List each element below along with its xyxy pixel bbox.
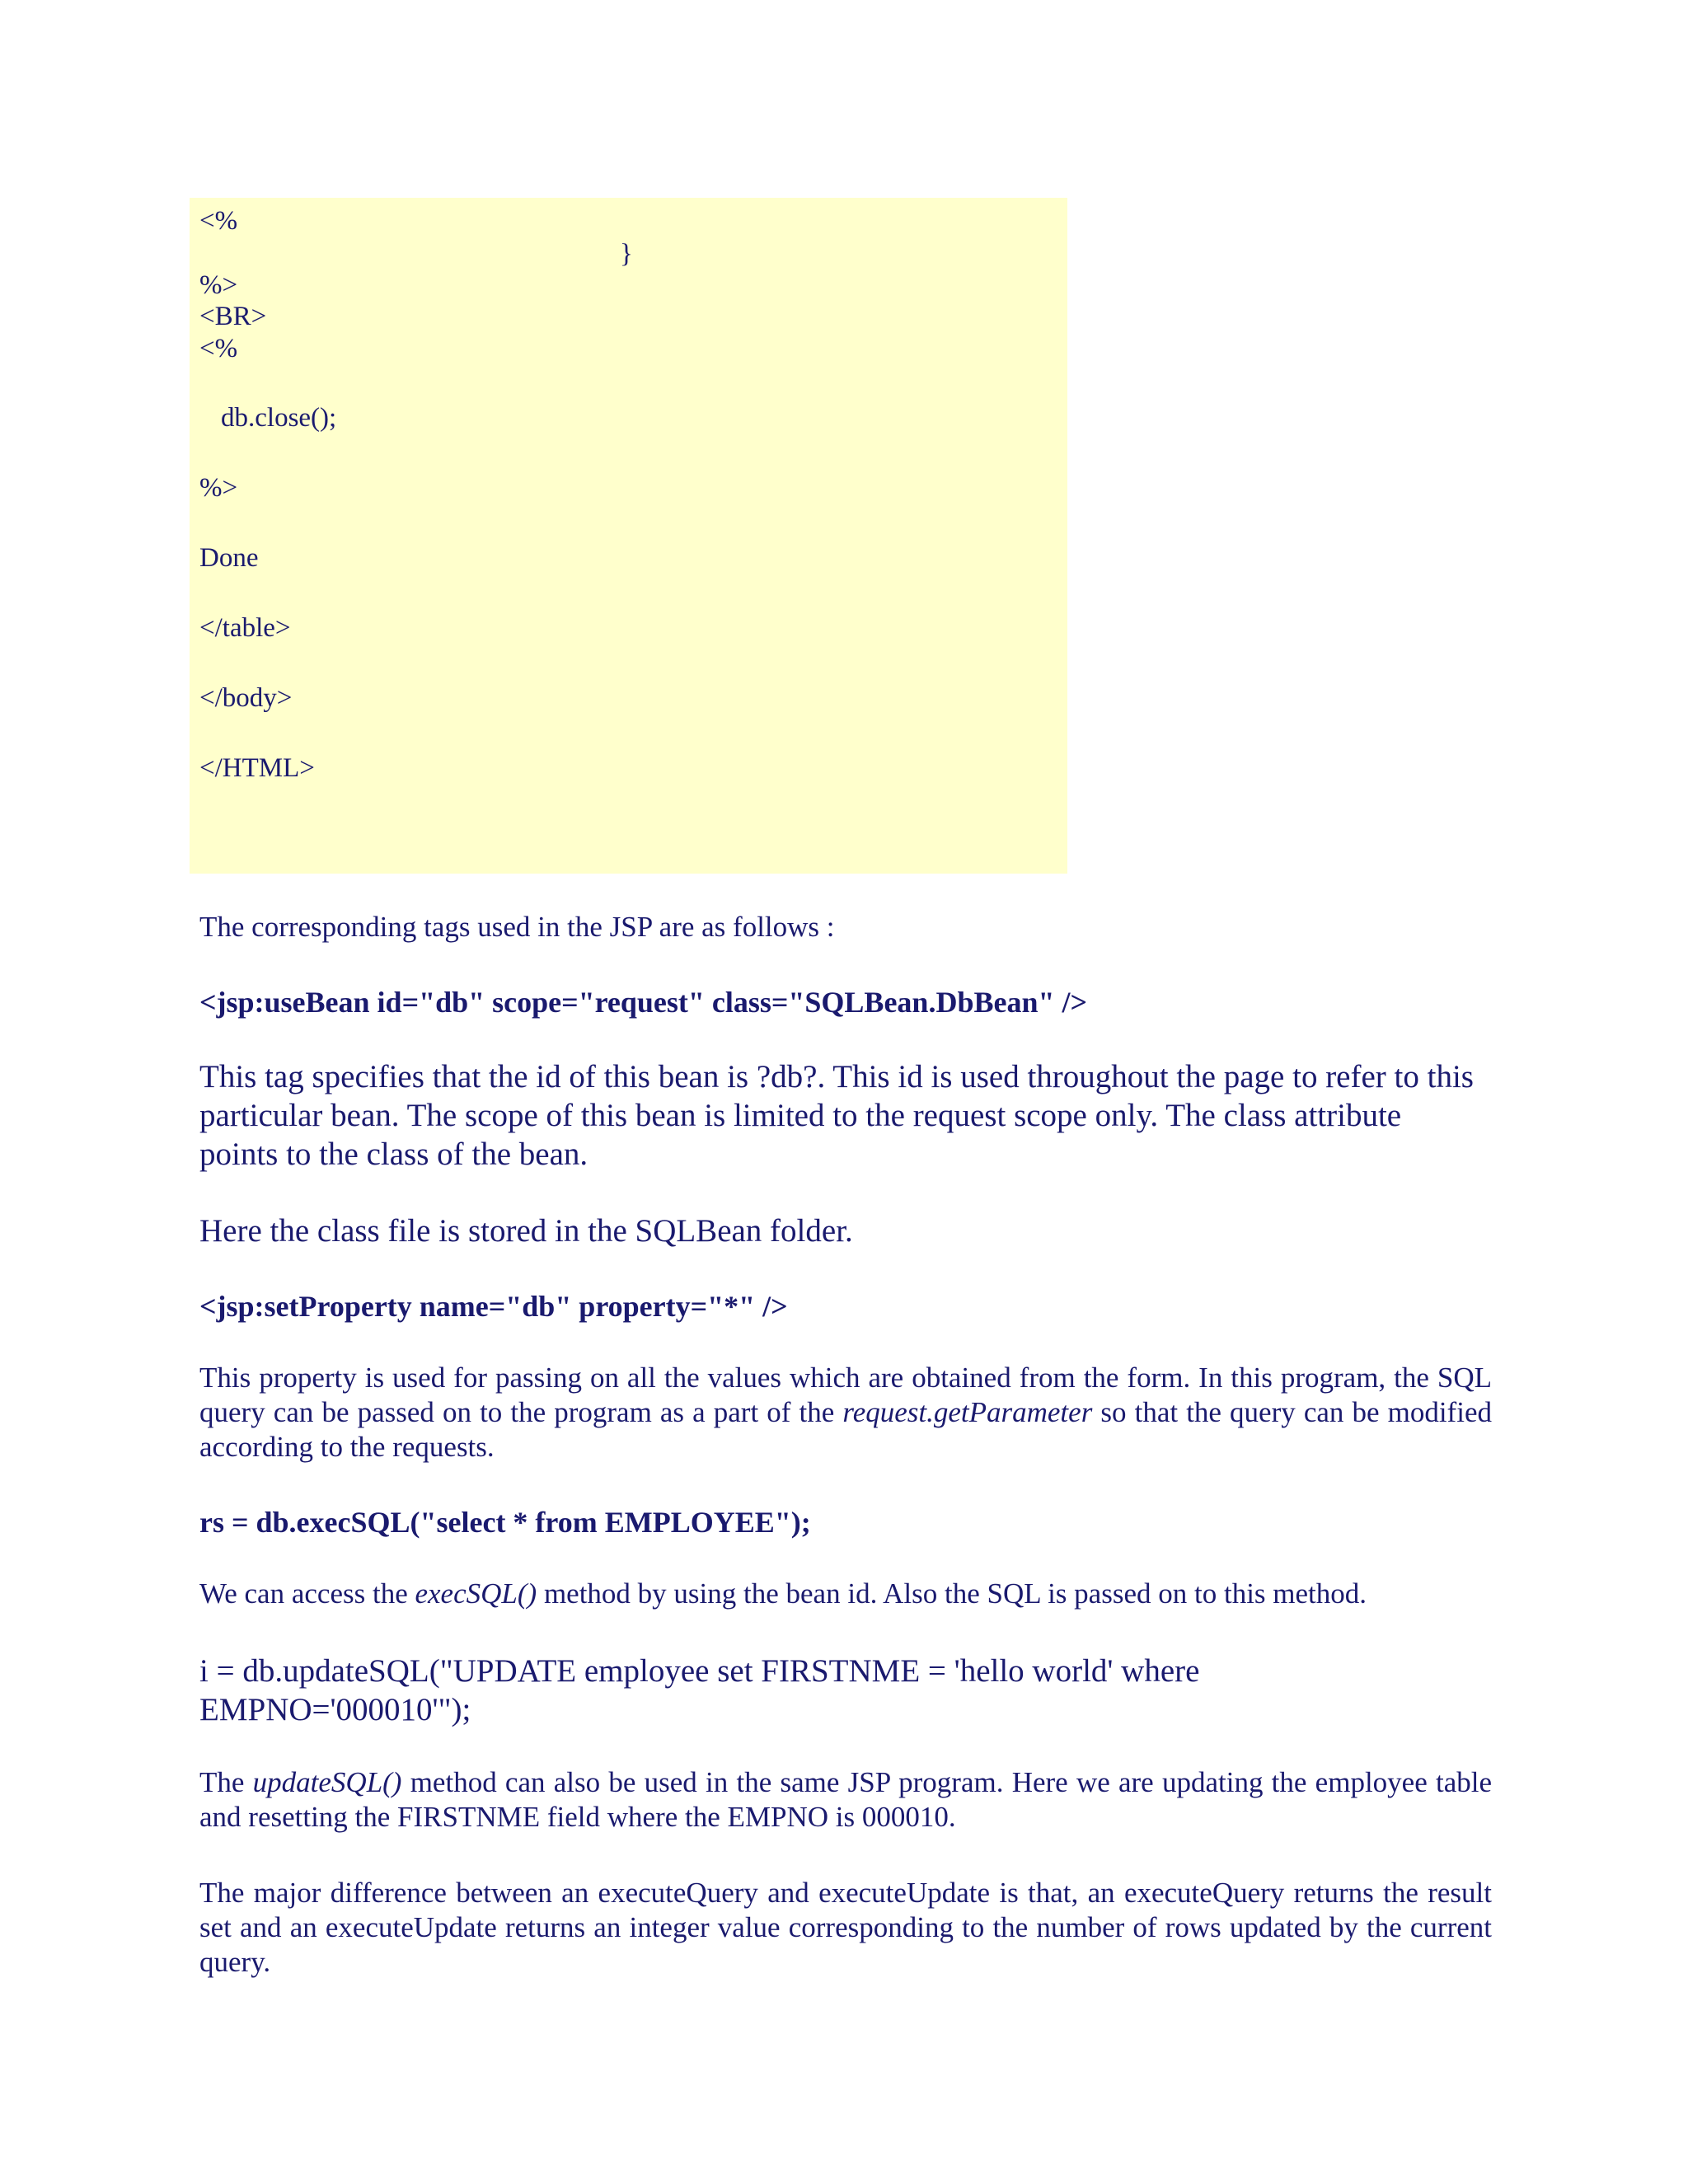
execsql-description: We can access the execSQL() method by using the bean id. Also the SQL is passed on to this method. [199,1577,1367,1610]
updatesql-code: i = db.updateSQL("UPDATE employee set FIRSTNME = 'hello world' where EMPNO='000010'"); [199,1653,1200,1727]
code-line: %> [199,473,238,503]
usebean-description: This tag specifies that the id of this bean is ?db?. This id is used throughout the page to refer to this particular bean. The scope of this bean is limited to the request scope only. The class attribute points to the class of the bean. [199,1059,1474,1172]
code-line: </table> [199,613,291,643]
code-line: <% [199,206,238,236]
usebean-tag: <jsp:useBean id="db" scope="request" class="SQLBean.DbBean" /> [199,986,1087,1019]
code-line: } [620,239,633,269]
code-line: %> [199,270,238,300]
code-line: </HTML> [199,753,315,783]
code-line: db.close(); [221,403,337,433]
classfile-description: Here the class file is stored in the SQLBean folder. [199,1213,853,1249]
code-line: </body> [199,683,293,713]
updatesql-description: The updateSQL() method can also be used in the same JSP program. Here we are updating the employee table and resetting the FIRSTNME field where the EMPNO is 000010. [199,1766,1492,1833]
code-line: <BR> [199,302,267,331]
setproperty-tag: <jsp:setProperty name="db" property="*" /> [199,1290,788,1323]
execsql-code: rs = db.execSQL("select * from EMPLOYEE"); [199,1506,811,1539]
code-listing [190,198,1067,874]
intro-paragraph: The corresponding tags used in the JSP are as follows : [199,911,835,943]
code-line: <% [199,334,238,363]
difference-description: The major difference between an executeQuery and executeUpdate is that, an executeQuery returns the result set and an executeUpdate returns an integer value corresponding to the number of rows updated by the current query. [199,1877,1492,1978]
code-line: Done [199,543,259,573]
setproperty-description: This property is used for passing on all the values which are obtained from the form. In this program, the SQL query can be passed on to the program as a part of the request.getParameter so that the query can be modified according to the requests. [199,1361,1492,1463]
